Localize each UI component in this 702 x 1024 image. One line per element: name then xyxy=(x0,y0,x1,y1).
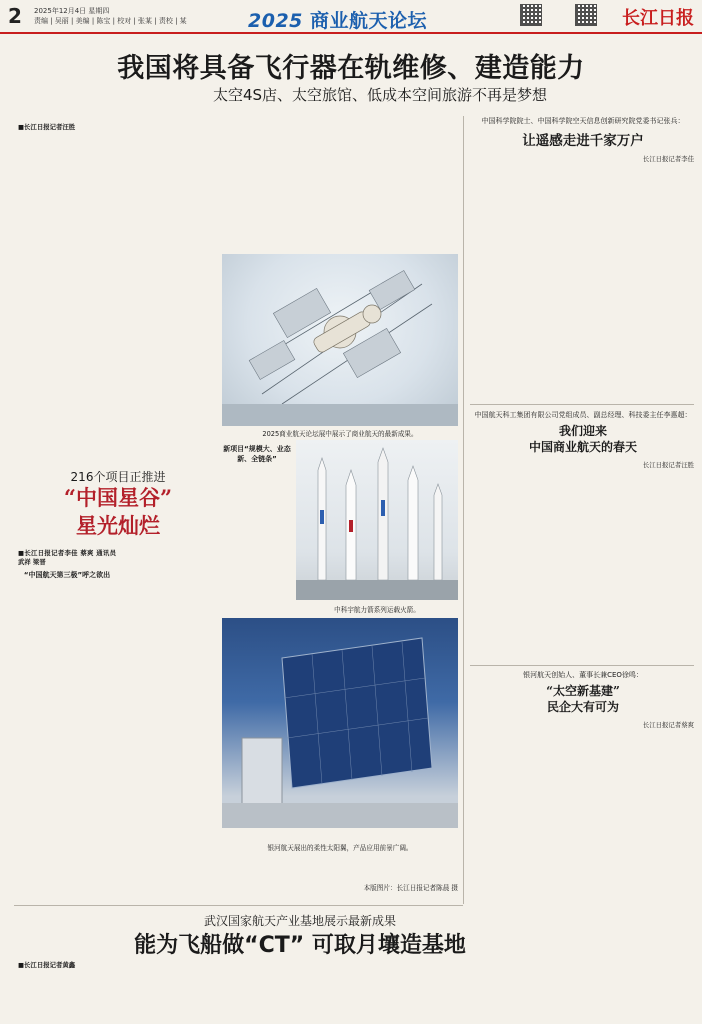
masthead xyxy=(0,0,702,34)
right-story2-title-line2: 中国商业航天的春天 xyxy=(528,440,637,454)
bottom-column-2 xyxy=(124,960,234,1020)
story2-title-line2: 星光灿烂 xyxy=(76,513,160,538)
solar-wing-caption: 银河航天展出的柔性太阳翼，产品应用前景广阔。 xyxy=(267,844,413,852)
story2-subhead-2: 新项目“规模大、业态新、全链条” xyxy=(223,445,291,463)
lead-byline: ■长江日报记者汪胜 xyxy=(18,123,76,131)
qr-code-icon xyxy=(520,4,542,26)
right-story-divider xyxy=(470,665,694,666)
story2-kicker: 216个项目正推进 xyxy=(70,470,166,484)
lead-column-1 xyxy=(18,122,116,452)
lead-column-2-cont xyxy=(120,438,218,544)
story2-column-2 xyxy=(120,548,218,900)
right-story1-title: 让遥感走进千家万户 xyxy=(522,133,644,149)
rocket-photo-caption: 中科宇航力箭系列运载火箭。 xyxy=(334,606,420,614)
row-divider xyxy=(14,905,463,906)
right-story2-end: 长江日报记者汪胜 xyxy=(642,461,694,469)
column-divider xyxy=(463,116,464,904)
right-story2-kicker: 中国航天科工集团有限公司党组成员、副总经理、科技委主任李惠超： xyxy=(474,411,692,419)
bottom-column-3 xyxy=(238,960,348,1020)
editors-line: 责编 | 吴丽 | 美编 | 陈宝 | 校对 | 张某 | 责校 | 某 xyxy=(34,17,187,25)
lead-photo-caption: 2025商业航天论坛展中展示了商业航天的最新成果。 xyxy=(262,430,418,438)
lead-photo xyxy=(222,254,458,426)
photo-credit: 本版图片：长江日报记者陈晨 摄 xyxy=(363,884,458,892)
right-story3-title-line2: 民企大有可为 xyxy=(546,700,619,714)
story2-column-1 xyxy=(18,548,116,900)
rocket-models-photo xyxy=(296,440,458,600)
lead-column-3 xyxy=(222,116,458,250)
right-story1-kicker: 中国科学院院士、中国科学院空天信息创新研究院党委书记张兵： xyxy=(481,117,685,125)
rocket-models-image xyxy=(296,440,458,600)
right-story3-title xyxy=(472,683,694,715)
masthead-meta xyxy=(34,6,187,26)
lead-column-2 xyxy=(120,122,218,452)
bottom-kicker: 武汉国家航天产业基地展示最新成果 xyxy=(203,914,396,928)
story2-title-line1: “中国星谷” xyxy=(63,485,173,510)
right-story3-end: 长江日报记者蔡爽 xyxy=(642,721,694,729)
right-story1-end: 长江日报记者李佳 xyxy=(642,155,694,163)
solar-wing-photo xyxy=(222,618,458,828)
newspaper-logo: 长江日报 xyxy=(622,8,694,29)
right-story-2 xyxy=(472,410,694,662)
bottom-title: 能为飞船做“CT” 可取月壤造基地 xyxy=(134,933,466,958)
flexible-solar-wing-image xyxy=(222,618,458,828)
lead-subhead: 太空4S店、太空旅馆、低成本空间旅游不再是梦想 xyxy=(212,86,548,104)
right-story3-title-line1: “太空新基建” xyxy=(546,684,620,698)
right-story-divider xyxy=(470,404,694,405)
page-number: 2 xyxy=(8,4,22,28)
right-story2-title-line1: 我们迎来 xyxy=(558,424,607,438)
right-story-1 xyxy=(472,116,694,402)
story2-subhead-1: “中国航天第三极”呼之欲出 xyxy=(23,571,111,579)
right-story-3 xyxy=(472,670,694,1020)
qr-code-icon xyxy=(575,4,597,26)
right-story2-title xyxy=(472,423,694,455)
space-station-model-image xyxy=(222,254,458,426)
right-story3-kicker: 银河航天创始人、董事长兼CEO徐鸣： xyxy=(523,671,643,679)
bottom-column-4 xyxy=(352,960,462,1020)
lead-headline: 我国将具备飞行器在轨维修、建造能力 xyxy=(117,53,585,84)
date-line: 2025年12月4日 星期四 xyxy=(34,7,110,15)
bottom-byline: ■长江日报记者黄鑫 xyxy=(18,961,76,969)
section-title xyxy=(248,6,427,33)
story2-byline: ■长江日报记者李佳 蔡爽 通讯员武祥 梁晋 xyxy=(18,549,116,566)
bottom-column-1 xyxy=(18,960,120,1020)
section-name: 商业航天论坛 xyxy=(310,10,428,32)
section-year: 2025 xyxy=(248,10,303,32)
